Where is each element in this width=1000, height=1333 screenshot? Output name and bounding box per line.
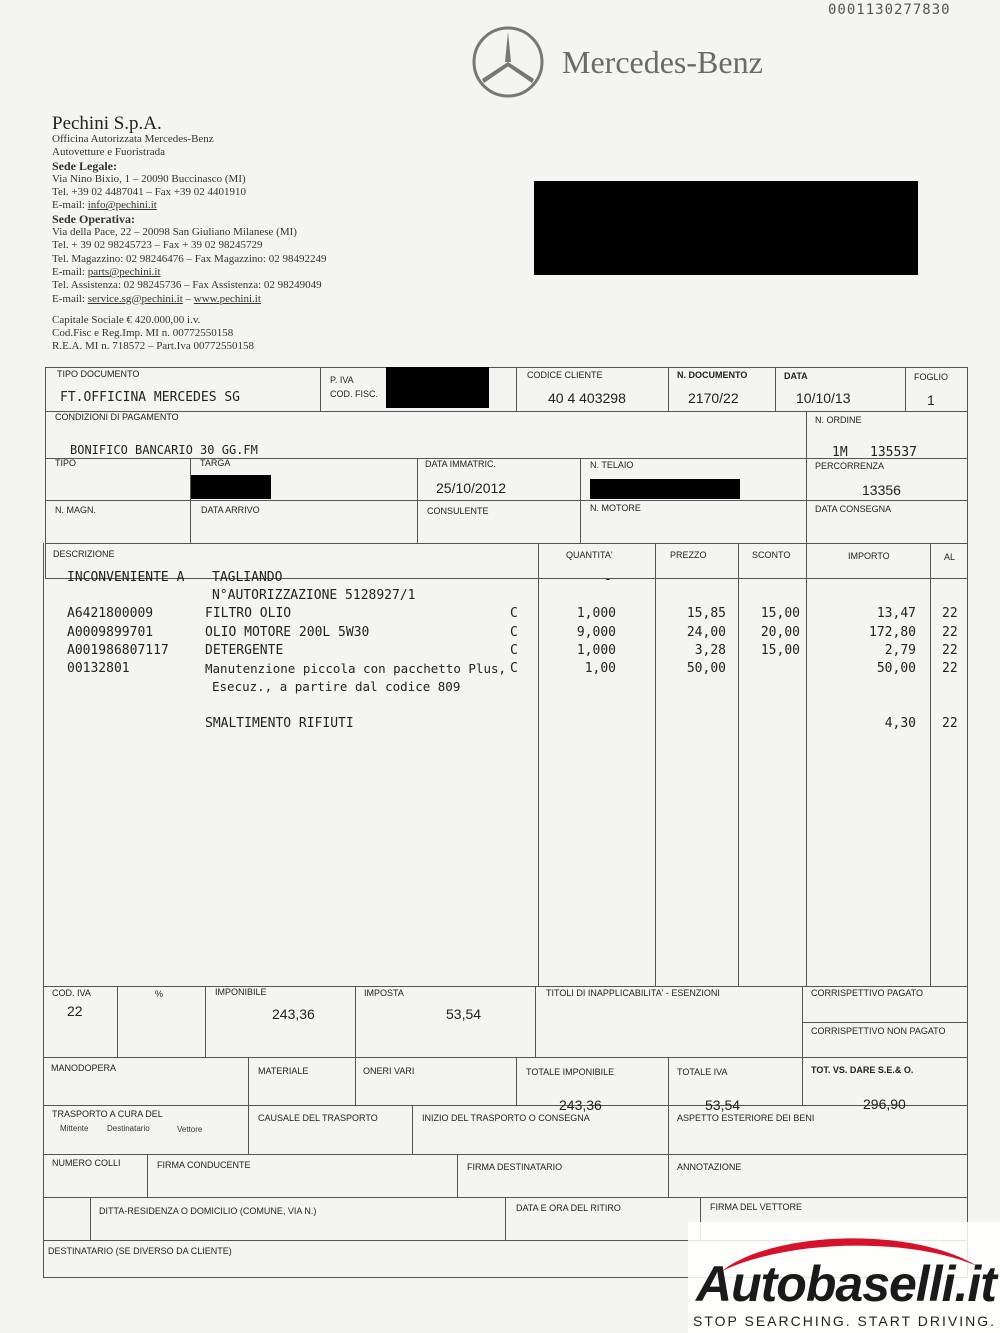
causale-label: CAUSALE DEL TRASPORTO xyxy=(258,1113,378,1123)
piva-label: P. IVA xyxy=(330,375,354,385)
redacted-customer-address xyxy=(534,181,918,275)
item-flag: C xyxy=(510,643,518,658)
item-amount: 50,00 xyxy=(876,661,916,676)
tipo-documento-label: TIPO DOCUMENTO xyxy=(57,369,140,379)
percent-label: % xyxy=(155,989,164,999)
imposta-value: 53,54 xyxy=(446,1006,482,1022)
totale-imponibile-value: 243,36 xyxy=(559,1097,602,1113)
consulente-label: CONSULENTE xyxy=(427,506,489,516)
item-discount: 20,00 xyxy=(760,625,800,640)
totale-iva-label: TOTALE IVA xyxy=(677,1067,728,1077)
n-documento-value: 2170/22 xyxy=(688,390,739,406)
redacted-targa xyxy=(191,475,271,499)
n-telaio-label: N. TELAIO xyxy=(590,460,634,470)
company-line2: Autovetture e Fuoristrada xyxy=(52,146,166,159)
capital-line: Capitale Sociale € 420.000,00 i.v. xyxy=(52,313,201,326)
trasporto-label: TRASPORTO A CURA DEL xyxy=(52,1109,163,1119)
condizioni-value: BONIFICO BANCARIO 30 GG.FM xyxy=(70,443,258,457)
aspetto-label: ASPETTO ESTERIORE DEI BENI xyxy=(677,1113,815,1123)
codice-cliente-label: CODICE CLIENTE xyxy=(527,370,603,380)
brand-name: Mercedes-Benz xyxy=(562,44,763,80)
tipo-label: TIPO xyxy=(55,458,77,468)
legal-title: Sede Legale: xyxy=(52,158,117,173)
data-immatric-value: 25/10/2012 xyxy=(436,480,507,496)
item-description: OLIO MOTORE 200L 5W30 xyxy=(205,625,370,640)
col-sconto: SCONTO xyxy=(752,550,791,560)
tax-code-line: Cod.Fisc e Reg.Imp. MI n. 00772550158 xyxy=(52,327,234,340)
item-description: DETERGENTE xyxy=(205,643,284,658)
data-label: DATA xyxy=(784,371,808,381)
oneri-label: ONERI VARI xyxy=(363,1066,415,1076)
item-qty: 1,000 xyxy=(576,643,616,658)
n-ordine-value: 135537 xyxy=(870,445,917,460)
totals-frame xyxy=(43,986,968,1106)
item-qty: 9,000 xyxy=(576,625,616,640)
legal-tel: Tel. +39 02 4487041 – Fax +39 02 4401910 xyxy=(52,186,247,199)
data-arrivo-label: DATA ARRIVO xyxy=(201,505,260,515)
website-link[interactable]: www.pechini.it xyxy=(193,292,261,305)
ditta-label: DITTA-RESIDENZA O DOMICILIO (COMUNE, VIA N.) xyxy=(99,1206,317,1216)
numero-colli-label: NUMERO COLLI xyxy=(52,1158,121,1168)
service-email-link[interactable]: service.sg@pechini.it xyxy=(87,292,183,305)
item-description: FILTRO OLIO xyxy=(205,606,292,621)
item-code: A6421800009 xyxy=(67,606,154,621)
redacted-vat-number xyxy=(386,367,489,408)
corrispettivo-non-pagato-label: CORRISPETTIVO NON PAGATO xyxy=(811,1026,946,1036)
destinatario-label: DESTINATARIO (SE DIVERSO DA CLIENTE) xyxy=(48,1246,232,1256)
tot-dare-value: 296,90 xyxy=(863,1096,906,1112)
serial-number: 0001130277830 xyxy=(828,2,951,18)
item-code: A001986807117 xyxy=(67,643,169,658)
n-documento-label: N. DOCUMENTO xyxy=(677,370,748,380)
company-line1: Officina Autorizzata Mercedes-Benz xyxy=(52,133,214,145)
totale-imponibile-label: TOTALE IMPONIBILE xyxy=(526,1067,615,1077)
rea-line: R.E.A. MI n. 718572 – Part.Iva 00772550158 xyxy=(52,340,254,353)
item-amount: 13,47 xyxy=(876,606,916,621)
item-description: Manutenzione piccola con pacchetto Plus, xyxy=(205,661,507,676)
percorrenza-value: 13356 xyxy=(862,482,901,498)
service-email-label: E-mail: xyxy=(52,292,88,305)
item-flag: C xyxy=(510,625,518,640)
item-discount: 15,00 xyxy=(760,643,800,658)
item-qty: 1,000 xyxy=(576,606,616,621)
col-al: AL xyxy=(944,552,956,562)
service-email-line xyxy=(52,293,432,306)
item-qty: 1,00 xyxy=(584,661,616,676)
data-immatric-label: DATA IMMATRIC. xyxy=(425,459,496,469)
col-descrizione: DESCRIZIONE xyxy=(53,549,115,559)
company-info xyxy=(52,133,432,354)
firma-conducente-label: FIRMA CONDUCENTE xyxy=(157,1160,251,1170)
foglio-label: FOGLIO xyxy=(914,372,949,382)
item-price: 3,28 xyxy=(694,643,726,658)
operative-tel: Tel. + 39 02 98245723 – Fax + 39 02 98245729 xyxy=(52,239,263,252)
quantity-dash: - xyxy=(604,572,612,587)
item-vat: 22 xyxy=(942,643,958,658)
item-amount: 172,80 xyxy=(869,625,916,640)
data-value: 10/10/13 xyxy=(796,390,851,406)
item-price: 50,00 xyxy=(686,661,726,676)
smaltimento-vat: 22 xyxy=(942,716,958,731)
operative-title: Sede Operativa: xyxy=(52,211,135,226)
col-prezzo: PREZZO xyxy=(670,550,707,560)
parts-email-link[interactable]: parts@pechini.it xyxy=(87,265,161,278)
data-consegna-label: DATA CONSEGNA xyxy=(815,504,892,514)
website-separator: – xyxy=(182,292,194,305)
watermark-tagline: STOP SEARCHING. START DRIVING. xyxy=(693,1313,996,1329)
watermark-logo-text: Autobaselli.it xyxy=(696,1256,996,1312)
annotazione-label: ANNOTAZIONE xyxy=(677,1162,742,1172)
company-name: Pechini S.p.A. xyxy=(52,113,162,134)
parts-email-line xyxy=(52,266,432,279)
imponibile-label: IMPONIBILE xyxy=(215,987,267,997)
n-ordine-prefix: 1M xyxy=(832,445,848,460)
imposta-label: IMPOSTA xyxy=(364,988,404,998)
tot-dare-label: TOT. VS. DARE S.E.& O. xyxy=(811,1065,914,1075)
legal-address: Via Nino Bixio, 1 – 20090 Buccinasco (MI) xyxy=(52,172,246,185)
smaltimento-description: SMALTIMENTO RIFIUTI xyxy=(205,716,354,731)
mittente-option: Mittente xyxy=(60,1124,89,1133)
item-price: 24,00 xyxy=(686,625,726,640)
autorizzazione-text: N°AUTORIZZAZIONE 5128927/1 xyxy=(212,588,416,603)
mercedes-star-icon xyxy=(470,24,546,100)
item-code: 00132801 xyxy=(67,661,130,676)
titoli-label: TITOLI DI INAPPLICABILITA' - ESENZIONI xyxy=(546,988,720,998)
parts-email-label: E-mail: xyxy=(52,265,88,278)
foglio-value: 1 xyxy=(927,392,935,408)
item-code: A0009899701 xyxy=(67,625,154,640)
totale-iva-value: 53,54 xyxy=(705,1097,741,1113)
redacted-telaio xyxy=(590,479,740,499)
destinatario-option: Destinatario xyxy=(107,1124,150,1133)
col-quantita: QUANTITA' xyxy=(566,550,613,560)
legal-email-line xyxy=(52,199,432,212)
manodopera-label: MANODOPERA xyxy=(51,1063,117,1073)
assistance-line: Tel. Assistenza: 02 98245736 – Fax Assistenza: 02 98249049 xyxy=(52,279,322,292)
operative-warehouse: Tel. Magazzino: 02 98246476 – Fax Magazzino: 02 98492249 xyxy=(52,252,327,265)
data-ritiro-label: DATA E ORA DEL RITIRO xyxy=(516,1203,621,1213)
item-vat: 22 xyxy=(942,625,958,640)
n-ordine-label: N. ORDINE xyxy=(815,415,862,425)
tipo-documento-value: FT.OFFICINA MERCEDES SG xyxy=(60,390,241,405)
item-vat: 22 xyxy=(942,661,958,676)
operative-address: Via della Pace, 22 – 20098 San Giuliano Milanese (MI) xyxy=(52,226,297,239)
item-price: 15,85 xyxy=(686,606,726,621)
vettore-option: Vettore xyxy=(177,1125,203,1134)
codfisc-label: COD. FISC. xyxy=(330,389,379,399)
item-vat: 22 xyxy=(942,606,958,621)
item-continuation: Esecuz., a partire dal codice 809 xyxy=(212,679,461,694)
firma-destinatario-label: FIRMA DESTINATARIO xyxy=(467,1162,563,1172)
cod-iva-value: 22 xyxy=(67,1003,83,1019)
corrispettivo-pagato-label: CORRISPETTIVO PAGATO xyxy=(811,988,924,998)
item-flag: C xyxy=(510,661,518,676)
materiale-label: MATERIALE xyxy=(258,1066,309,1076)
legal-email-link[interactable]: info@pechini.it xyxy=(87,199,157,212)
imponibile-value: 243,36 xyxy=(272,1006,315,1022)
item-flag: C xyxy=(510,606,518,621)
item-amount: 2,79 xyxy=(884,643,916,658)
firma-vettore-label: FIRMA DEL VETTORE xyxy=(710,1202,803,1212)
inconveniente-text: INCONVENIENTE A xyxy=(67,570,185,585)
n-motore-label: N. MOTORE xyxy=(590,503,641,513)
cod-iva-label: COD. IVA xyxy=(52,988,91,998)
tagliando-text: TAGLIANDO xyxy=(212,570,283,585)
targa-label: TARGA xyxy=(200,458,231,468)
legal-email-label: E-mail: xyxy=(52,199,88,212)
col-importo: IMPORTO xyxy=(848,551,890,561)
percorrenza-label: PERCORRENZA xyxy=(815,461,885,471)
inizio-label: INIZIO DEL TRASPORTO O CONSEGNA xyxy=(422,1113,590,1123)
smaltimento-amount: 4,30 xyxy=(884,716,916,731)
codice-cliente-value: 40 4 403298 xyxy=(548,390,626,406)
item-discount: 15,00 xyxy=(760,606,800,621)
condizioni-label: CONDIZIONI DI PAGAMENTO xyxy=(55,412,179,422)
n-magn-label: N. MAGN. xyxy=(55,505,97,515)
